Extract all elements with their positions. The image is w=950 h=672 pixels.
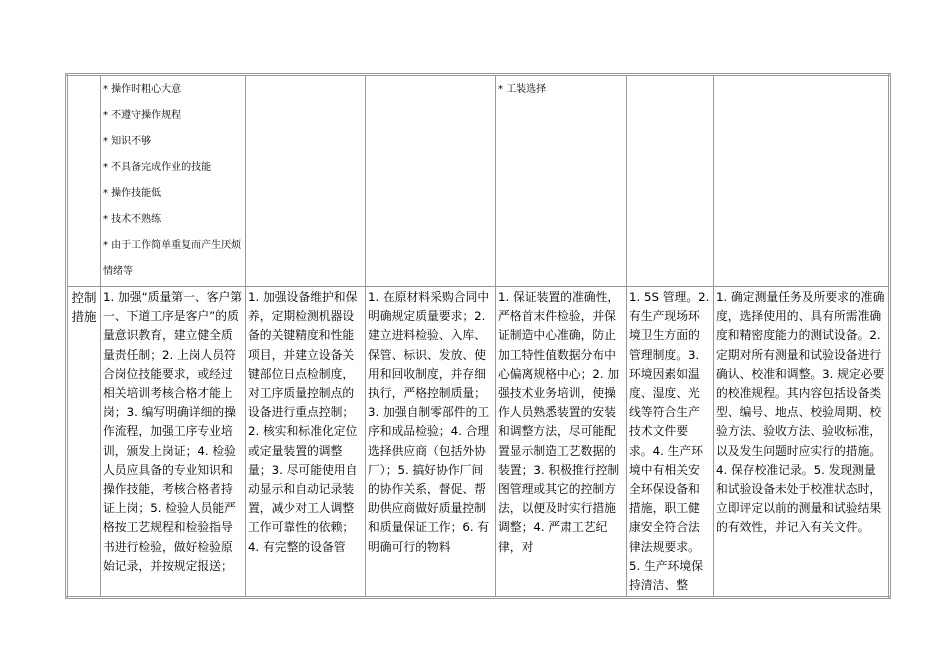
measure-cell-method: 1. 保证装置的准确性，严格首末件检验，并保证制造中心准确，防止加工特性值数据分布中心偏离规格中心；2. 加强技术业务培训，使操作人员熟悉装置的安装和调整方法，尽可能配置显示制造工艺数据的装置；3. 积极推行控制图管理或其它的控制方法，以便及时实行措施调整；4. 严肃工艺纪律，对 — [496, 287, 627, 598]
cause-cell-environment — [627, 75, 714, 287]
cause-cell-method — [496, 75, 627, 287]
cause-cell-measurement — [714, 75, 890, 287]
measure-cell-environment: 1. 5S 管理。2. 有生产现场环境卫生方面的管理制度。3. 环境因素如温度、湿度、光线等符合生产技术文件要求。4. 生产环境中有相关安全环保设备和措施，职工健康安全符合法律法规要求。5. 生产环境保持清洁、整 — [627, 287, 714, 598]
row-label-control-measures: 控制措施 — [67, 287, 101, 598]
cause-item: * 不具备完成作业的技能 — [103, 162, 212, 173]
measure-cell-material: 1. 在原材料采购合同中明确规定质量要求；2. 建立进料检验、入库、保管、标识、发放、使用和回收制度，并存细执行，严格控制质量；3. 加强自制零部件的工序和成品检验；4. 合理选择供应商（包括外协厂）；5. 搞好协作厂间的协作关系，督促、帮助供应商做好质量控制和质量保证工作；6. 有明确可行的物料 — [366, 287, 496, 598]
cause-item: * 工装选择 — [498, 84, 547, 95]
table-row — [67, 75, 890, 287]
cause-cell-machine — [246, 75, 366, 287]
table-row — [67, 287, 890, 598]
cause-item: * 操作时粗心大意 — [103, 84, 182, 95]
control-measures-table — [65, 73, 891, 599]
cause-item: * 操作技能低 — [103, 188, 162, 199]
cause-item: * 技术不熟练 — [103, 214, 162, 225]
cause-item: * 不遵守操作规程 — [103, 110, 182, 121]
measure-cell-measurement: 1. 确定测量任务及所要求的准确度，选择使用的、具有所需准确度和精密度能力的测试设备。2. 定期对所有测量和试验设备进行确认、校准和调整。3. 规定必要的校准规程。其内容包括设备类型、编号、地点、校验周期、校验方法、验收方法、验收标准，以及发生问题时应实行的措施。4. 保存校准记录。5. 发现测量和试验设备未处于校准状态时，立即评定以前的测量和试验结果的有效性，并记入有关文件。 — [714, 287, 890, 598]
cause-cell-person — [101, 75, 246, 287]
label-cell-empty — [67, 75, 101, 287]
cause-item: * 知识不够 — [103, 136, 152, 147]
cause-item: * 由于工作简单重复而产生厌烦情绪等 — [103, 240, 242, 277]
measure-cell-person: 1. 加强“质量第一、客户第一、下道工序是客户”的质量意识教育，建立健全质量责任制；2. 上岗人员符合岗位技能要求，或经过相关培训考核合格才能上岗；3. 编写明确详细的操作流程，加强工序专业培训，颁发上岗证；4. 检验人员应具备的专业知识和操作技能，考核合格者持证上岗；5. 检验人员能严格按工艺规程和检验指导书进行检验，做好检验原始记录，并按规定报送； — [101, 287, 246, 598]
measure-cell-machine: 1. 加强设备维护和保养，定期检测机器设备的关键精度和性能项目，并建立设备关键部位日点检制度，对工序质量控制点的设备进行重点控制；2. 核实和标准化定位或定量装置的调整量；3. 尽可能使用自动显示和自动记录装置，减少对工人调整工作可靠性的依赖；4. 有完整的设备管 — [246, 287, 366, 598]
cause-cell-material — [366, 75, 496, 287]
